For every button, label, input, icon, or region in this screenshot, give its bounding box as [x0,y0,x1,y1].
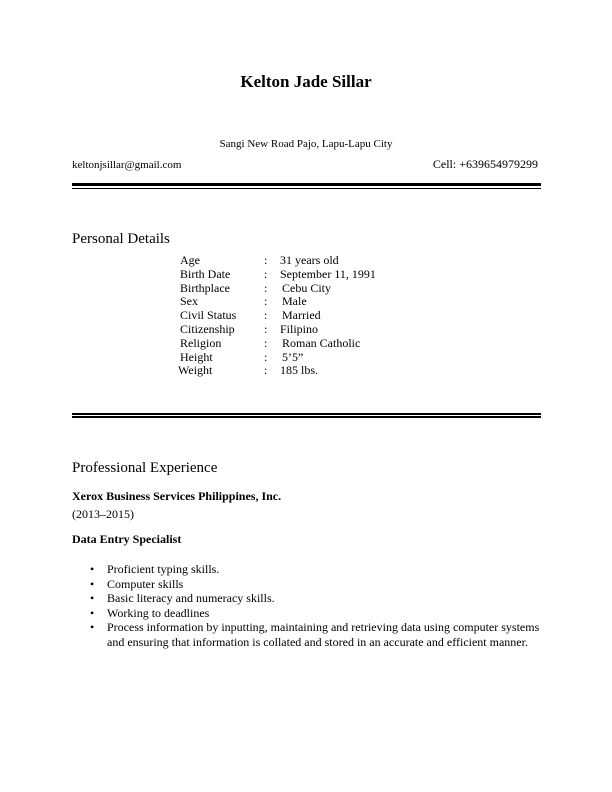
detail-row [178,254,478,268]
detail-value: Roman Catholic [282,335,361,350]
divider-thick [72,183,541,186]
employment-years: (2013–2015) [72,507,134,521]
list-item [90,591,540,606]
divider-thin [72,188,541,189]
bullet-icon: • [90,591,95,605]
section-title-personal: Personal Details [72,231,170,247]
detail-label: Birth Date [180,266,231,281]
bullet-icon: • [90,562,95,576]
separator: : [264,266,268,281]
detail-label: Citizenship [180,321,235,336]
resume-name: Kelton Jade Sillar [240,72,372,91]
detail-value: 185 lbs. [280,363,319,378]
detail-value: Married [282,308,321,323]
list-item [90,620,540,649]
address: Sangi New Road Pajo, Lapu-Lapu City [219,138,393,150]
separator: : [264,321,268,336]
detail-value: 5’5” [282,349,304,364]
separator: : [264,335,268,350]
detail-value: Male [282,294,307,309]
detail-label: Weight [178,363,213,378]
duty-text: Basic literacy and numeracy skills. [107,591,275,605]
list-item [90,606,540,621]
divider [72,416,541,418]
personal-details-table [178,254,478,378]
list-item [90,577,540,592]
detail-value: Filipino [280,321,319,336]
detail-value: 31 years old [280,253,339,267]
detail-value: September 11, 1991 [280,266,376,281]
job-title: Data Entry Specialist [72,532,182,546]
detail-row [178,337,478,351]
duty-text: Computer skills [107,576,184,591]
separator: : [264,294,268,309]
detail-row [178,323,478,337]
detail-row [178,309,478,323]
detail-row [178,351,478,365]
list-item [90,562,540,577]
detail-value: Cebu City [282,280,332,295]
detail-label: Birthplace [180,280,230,295]
detail-label: Sex [180,294,198,309]
detail-label: Civil Status [180,308,237,323]
separator: : [264,363,268,378]
cell-number: Cell: +639654979299 [432,157,538,171]
detail-label: Height [180,349,213,364]
separator: : [264,253,268,267]
duty-text: Working to deadlines [107,605,210,620]
separator: : [264,308,268,323]
bullet-icon: • [90,620,95,634]
detail-label: Age [180,253,200,267]
divider [72,413,541,415]
bullet-icon: • [90,605,95,620]
duty-text: Process information by inputting, maintaining and retrieving data using computer systems and ensuring that information is collated and stored in an accurate and efficient manner. [107,620,540,649]
duty-text: Proficient typing skills. [107,562,220,576]
company-name: Xerox Business Services Philippines, Inc. [72,489,282,503]
detail-label: Religion [180,335,222,350]
separator: : [264,349,268,364]
bullet-icon: • [90,576,95,591]
section-title-experience: Professional Experience [72,460,218,476]
detail-row [178,268,478,282]
email: keltonjsillar@gmail.com [72,159,182,171]
duties-list [90,562,540,649]
detail-row [178,282,478,296]
separator: : [264,280,268,295]
detail-row [178,364,478,378]
detail-row [178,295,478,309]
